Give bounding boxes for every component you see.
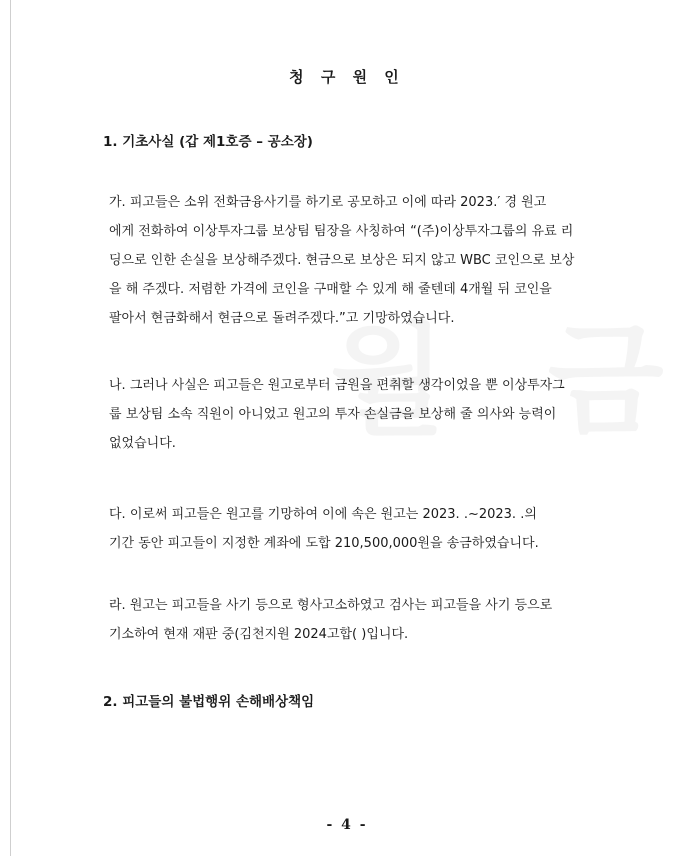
page-edge-line [10, 0, 11, 856]
paragraph-line: 다. 이로써 피고들은 원고를 기망하여 이에 속은 원고는 2023. .~2023. .의 [109, 507, 537, 522]
section1-heading: 1. 기초사실 (갑 제1호증 – 공소장) [103, 134, 313, 150]
paragraph-line: 없었습니다. [109, 436, 176, 451]
paragraph-da [103, 500, 603, 558]
paragraph-line: 을 해 주겠다. 저렴한 가격에 코인을 구매할 수 있게 해 줄텐데 4개월 뒤 코인을 [109, 282, 552, 297]
paragraph-line: 기간 동안 피고들이 지정한 계좌에 도합 210,500,000원을 송금하였습니다. [109, 536, 539, 551]
page-number: - 4 - [326, 817, 368, 833]
paragraph-line: 나. 그러나 사실은 피고들은 원고로부터 금원을 편취할 생각이었을 뿐 이상투자그 [109, 378, 565, 393]
paragraph-line: 팔아서 현금화해서 현금으로 돌려주겠다.”고 기망하였습니다. [109, 311, 455, 326]
paragraph-ra [103, 591, 603, 649]
document-title: 청 구 원 인 [289, 68, 405, 86]
paragraph-na [103, 371, 603, 458]
paragraph-line: 에게 전화하여 이상투자그룹 보상팀 팀장을 사칭하여 “(주)이상투자그룹의 유료 리 [109, 224, 574, 239]
paragraph-ga [103, 188, 603, 333]
paragraph-line: 딩으로 인한 손실을 보상해주겠다. 현금으로 보상은 되지 않고 WBC 코인으로 보상 [109, 253, 575, 268]
paragraph-line: 기소하여 현재 재판 중(김천지원 2024고합( )입니다. [109, 627, 409, 642]
paragraph-line: 라. 원고는 피고들을 사기 등으로 형사고소하였고 검사는 피고들을 사기 등으로 [109, 598, 553, 613]
section2-heading: 2. 피고들의 불법행위 손해배상책임 [103, 694, 315, 710]
paragraph-line: 룹 보상팀 소속 직원이 아니었고 원고의 투자 손실금을 보상해 줄 의사와 능력이 [109, 407, 557, 422]
paragraph-line: 가. 피고들은 소위 전화금융사기를 하기로 공모하고 이에 따라 2023.′ 경 원고 [109, 195, 547, 210]
